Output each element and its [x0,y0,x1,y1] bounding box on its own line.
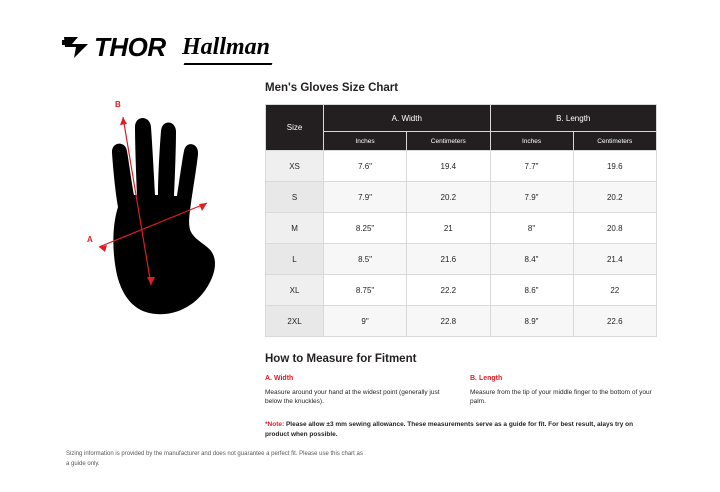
cell-width-in: 8.75" [324,275,407,306]
thor-logo [62,34,166,60]
table-row [266,306,657,337]
header-width-inches: Inches [324,132,407,151]
cell-width-in: 7.6" [324,151,407,182]
table-body [266,151,657,337]
cell-width-cm: 21.6 [407,244,490,275]
cell-width-in: 8.5" [324,244,407,275]
howto-width-heading: A. Width [265,375,294,382]
header-width-centimeters: Centimeters [407,132,490,151]
note-block [265,420,655,440]
howto-width-text: Measure around your hand at the widest point (generally just below the knuckles). [265,388,440,406]
size-chart-table [265,104,657,337]
cell-width-cm: 21 [407,213,490,244]
note-body: Please allow ±3 mm sewing allowance. These measurements serve as a guide for fit. For best result, alays try on product when possible. [265,421,634,439]
thor-wordmark: THOR [94,32,166,62]
cell-width-cm: 19.4 [407,151,490,182]
cell-size: XL [266,275,324,306]
cell-length-cm: 19.6 [573,151,656,182]
note-lead: *Note: [265,421,285,428]
cell-size: S [266,182,324,213]
cell-length-in: 7.7" [490,151,573,182]
header-group-width: A. Width [324,105,490,132]
header-size: Size [266,105,324,151]
table-head [266,105,657,151]
cell-width-cm: 22.8 [407,306,490,337]
cell-length-in: 8.4" [490,244,573,275]
cell-size: XS [266,151,324,182]
cell-length-cm: 21.4 [573,244,656,275]
cell-length-in: 7.9" [490,182,573,213]
cell-length-cm: 20.2 [573,182,656,213]
cell-size: 2XL [266,306,324,337]
cell-length-in: 8" [490,213,573,244]
hallman-underline [184,63,273,65]
header-length-inches: Inches [490,132,573,151]
table-row [266,275,657,306]
howto-length-heading: B. Length [470,375,503,382]
brand-row [62,34,322,68]
cell-width-cm: 22.2 [407,275,490,306]
cell-length-in: 8.6" [490,275,573,306]
cell-size: M [266,213,324,244]
table-row [266,151,657,182]
cell-width-in: 7.9" [324,182,407,213]
cell-width-cm: 20.2 [407,182,490,213]
table-header-unit-row [266,132,657,151]
glove-label-b: B [115,100,121,109]
table-row [266,213,657,244]
howto-width-block [265,374,450,407]
cell-width-in: 8.25" [324,213,407,244]
glove-label-a: A [87,235,93,244]
hallman-wordmark: Hallman [182,34,271,60]
glove-diagram [55,95,255,325]
table-row [266,244,657,275]
chart-title: Men's Gloves Size Chart [265,82,399,94]
cell-length-in: 8.9" [490,306,573,337]
cell-size: L [266,244,324,275]
cell-width-in: 9" [324,306,407,337]
footnote: Sizing information is provided by the manufacturer and does not guarantee a perfect fit. Please use this chart as a guide only. [66,451,363,467]
cell-length-cm: 22 [573,275,656,306]
thor-hammer-icon [62,34,90,60]
glove-silhouette-icon [55,95,255,325]
table-header-group-row [266,105,657,132]
table-row [266,182,657,213]
header-length-centimeters: Centimeters [573,132,656,151]
cell-length-cm: 22.6 [573,306,656,337]
header-group-length: B. Length [490,105,657,132]
howto-title: How to Measure for Fitment [265,353,417,365]
howto-length-block [470,374,655,407]
cell-length-cm: 20.8 [573,213,656,244]
howto-length-text: Measure from the tip of your middle finger to the bottom of your palm. [470,388,652,406]
